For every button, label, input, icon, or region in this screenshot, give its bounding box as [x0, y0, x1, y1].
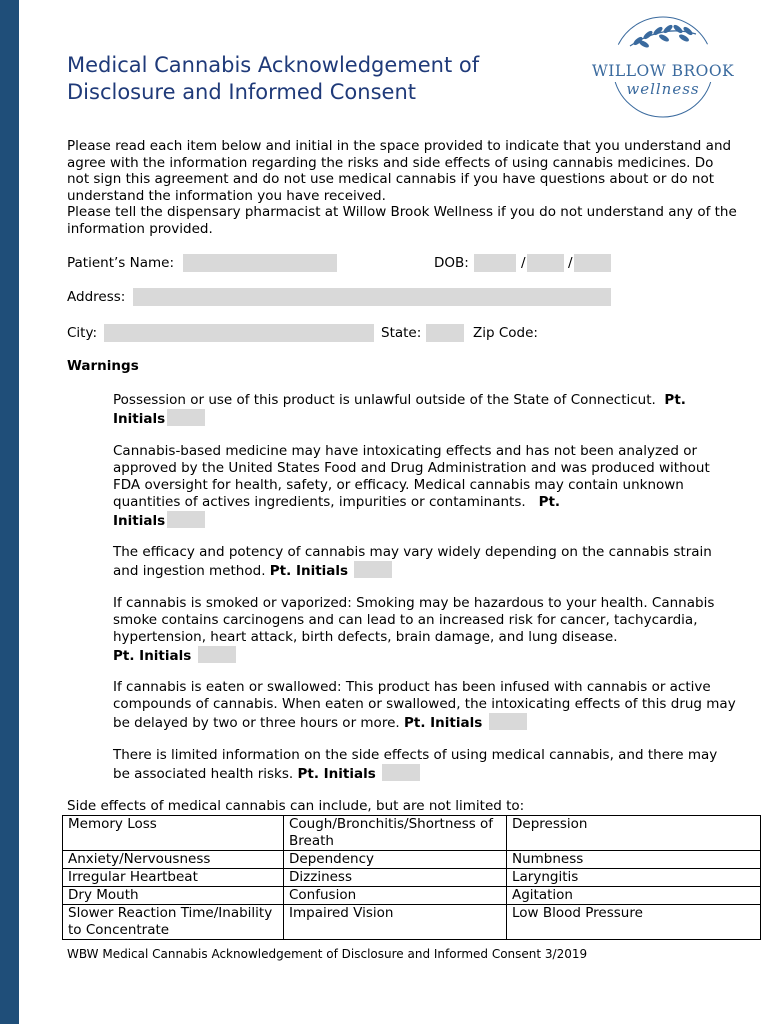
warning-text-1: Possession or use of this product is unlawful outside of the State of Connecticut.: [113, 392, 656, 408]
initials-field-1[interactable]: [167, 409, 205, 426]
table-row: [63, 887, 761, 905]
table-cell: Agitation: [507, 887, 761, 905]
zip-code-label: Zip Code:: [473, 325, 538, 341]
initials-label-short: Initials: [113, 411, 166, 427]
willow-branch-icon: [630, 24, 696, 48]
patient-name-label: Patient’s Name:: [67, 255, 174, 271]
table-cell: Confusion: [284, 887, 507, 905]
warning-text-4: If cannabis is smoked or vaporized: Smoking may be hazardous to your health. Cannabis smoke contains carcinogens and can lead to an increased risk for cancer, tachycardia, hypertension, heart attack, birth defects, brain damage, and lung disease.: [113, 595, 715, 645]
table-cell: Numbness: [507, 851, 761, 869]
warning-item-5: [113, 679, 738, 732]
dob-label: DOB:: [434, 255, 469, 271]
intro-paragraph-2: Please tell the dispensary pharmacist at Willow Brook Wellness if you do not understand any of the information provided.: [67, 204, 737, 237]
dob-day-field[interactable]: [527, 254, 564, 272]
initials-label-short: Initials: [113, 513, 166, 529]
table-cell: Laryngitis: [507, 869, 761, 887]
table-cell: Slower Reaction Time/Inability to Concentrate: [63, 905, 284, 940]
table-row: [63, 869, 761, 887]
warning-item-3: [113, 544, 738, 580]
initials-field-3[interactable]: [354, 561, 392, 578]
dob-separator-1: /: [521, 255, 526, 271]
table-cell: Cough/Bronchitis/Shortness of Breath: [284, 816, 507, 851]
table-cell: Memory Loss: [63, 816, 284, 851]
title-line-1: Medical Cannabis Acknowledgement of: [67, 53, 480, 77]
state-label: State:: [381, 325, 422, 341]
initials-label: Pt. Initials: [113, 648, 192, 664]
initials-field-6[interactable]: [382, 764, 420, 781]
initials-label: Pt. Initials: [269, 563, 349, 579]
title-line-2: Disclosure and Informed Consent: [67, 80, 416, 104]
dob-month-field[interactable]: [474, 254, 516, 272]
warning-text-3: The efficacy and potency of cannabis may vary widely depending on the cannabis strain and ingestion method.: [113, 544, 712, 579]
initials-field-5[interactable]: [489, 713, 527, 730]
state-field[interactable]: [426, 324, 464, 342]
side-effects-heading: Side effects of medical cannabis can include, but are not limited to:: [67, 798, 525, 814]
city-field[interactable]: [104, 324, 374, 342]
initials-label-short: Pt.: [664, 392, 686, 408]
address-field[interactable]: [133, 288, 611, 306]
page-title: [67, 52, 479, 106]
side-effects-table: [62, 815, 761, 940]
table-cell: Depression: [507, 816, 761, 851]
initials-label-short: Pt.: [538, 494, 561, 510]
warning-text-5: If cannabis is eaten or swallowed: This product has been infused with cannabis or active compounds of cannabis. When eaten or swallowed, the intoxicating effects of this drug may be delayed by two or three hours or more.: [113, 679, 736, 731]
table-row: [63, 816, 761, 851]
patient-name-field[interactable]: [183, 254, 337, 272]
initials-field-2[interactable]: [167, 511, 205, 528]
table-cell: Low Blood Pressure: [507, 905, 761, 940]
table-cell: Dependency: [284, 851, 507, 869]
table-cell: Irregular Heartbeat: [63, 869, 284, 887]
logo-name: WILLOW BROOK: [591, 62, 735, 80]
table-cell: Impaired Vision: [284, 905, 507, 940]
warning-item-2: [113, 443, 738, 530]
intro-paragraph-1: Please read each item below and initial in the space provided to indicate that you understand and agree with the information regarding the risks and side effects of using cannabis medicines. Do not sign this agreement and do not use medical cannabis if you have questions about or do not understand the information you have received.: [67, 138, 732, 204]
dob-separator-2: /: [568, 255, 573, 271]
warning-text-2: Cannabis-based medicine may have intoxicating effects and has not been analyzed or approved by the United States Food and Drug Administration and was produced without FDA oversight for health, safety, or efficacy. Medical cannabis may contain unknown quantities of actives ingredients, impurities or contaminants.: [113, 443, 710, 510]
table-cell: Dizziness: [284, 869, 507, 887]
initials-label: Pt. Initials: [403, 715, 483, 731]
willow-brook-logo: [578, 10, 748, 128]
document-footer: WBW Medical Cannabis Acknowledgement of Disclosure and Informed Consent 3/2019: [67, 947, 588, 961]
table-cell: Dry Mouth: [63, 887, 284, 905]
table-row: [63, 851, 761, 869]
initials-label: Pt. Initials: [297, 766, 376, 782]
warning-item-6: [113, 747, 738, 783]
table-row: [63, 905, 761, 940]
address-label: Address:: [67, 289, 126, 305]
warning-item-1: [113, 392, 738, 428]
warning-text-6: There is limited information on the side effects of using medical cannabis, and there may be associated health risks.: [113, 747, 718, 782]
initials-field-4[interactable]: [198, 646, 236, 663]
logo-tagline: wellness: [626, 80, 700, 98]
intro-text: [67, 138, 737, 237]
table-cell: Anxiety/Nervousness: [63, 851, 284, 869]
warning-item-4: [113, 595, 738, 665]
city-label: City:: [67, 325, 98, 341]
dob-year-field[interactable]: [574, 254, 611, 272]
warnings-heading: Warnings: [67, 358, 139, 374]
left-sidebar-bar: [0, 0, 19, 1024]
